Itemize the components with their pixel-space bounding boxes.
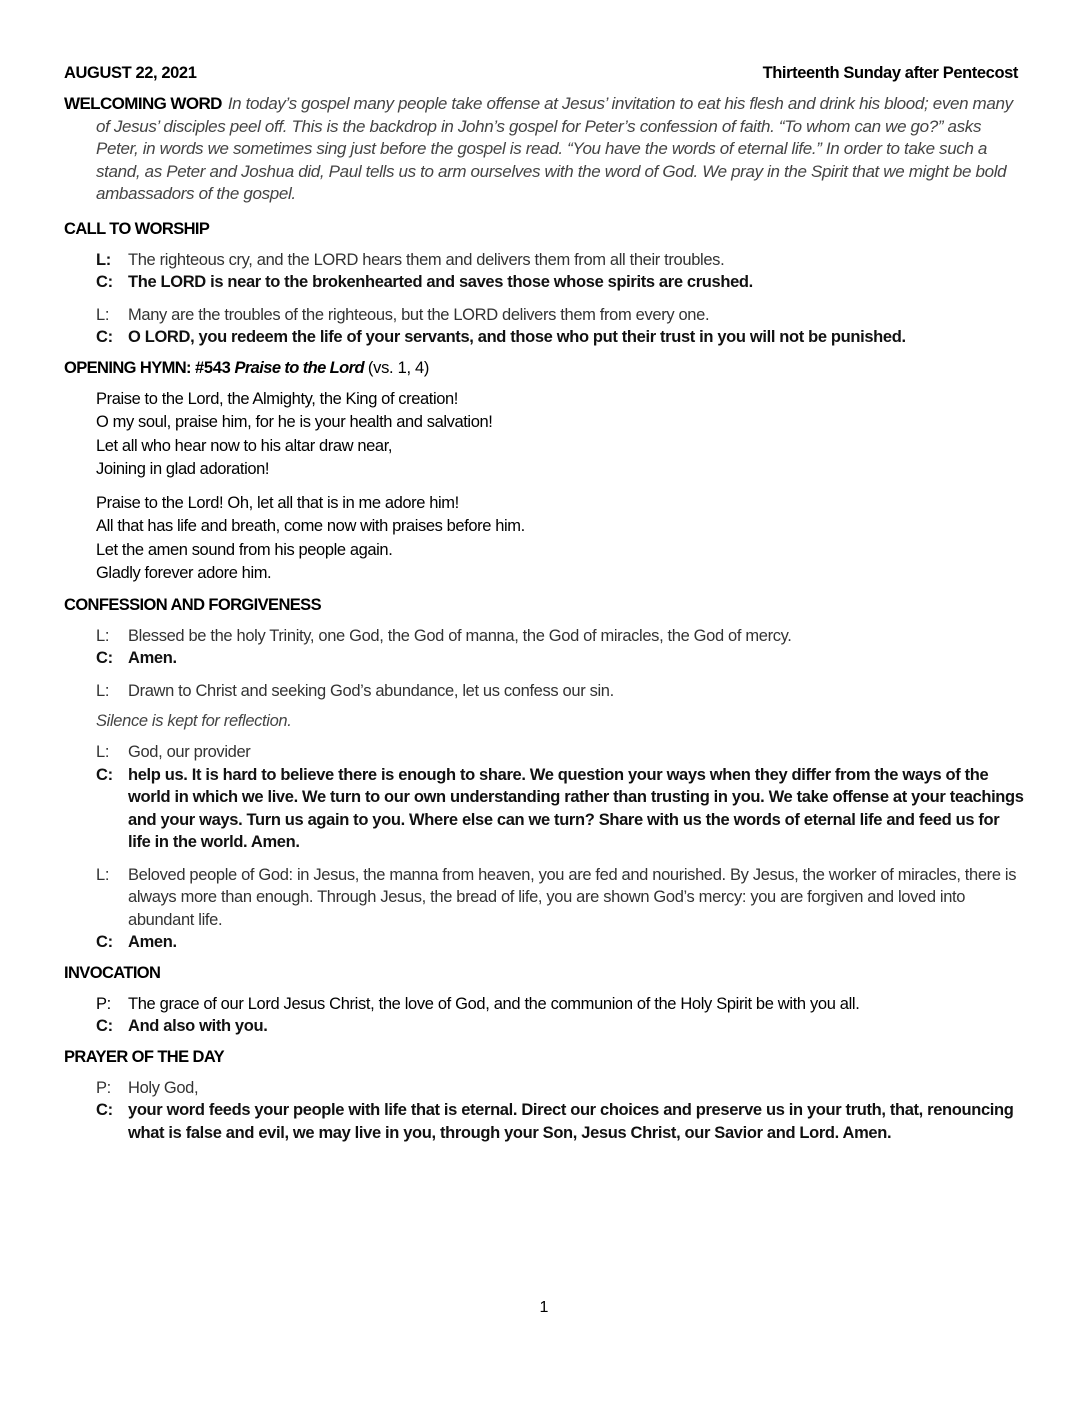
litany-line (64, 625, 1026, 648)
litany-line (64, 680, 1026, 703)
litany-line (64, 1099, 1026, 1144)
speaker-label: L: (96, 626, 110, 645)
speaker-label: L: (96, 865, 110, 884)
speaker-label: L: (96, 681, 110, 700)
line-text: Holy God, (128, 1078, 199, 1097)
line-text: Drawn to Christ and seeking God’s abundance, let us confess our sin. (128, 681, 614, 700)
line-text: your word feeds your people with life that is eternal. Direct our choices and preserve us in your truth, that, renouncing what is false and evil, we may live in you, through your Son, Jesus Christ, our Savior and Lord. Amen. (128, 1101, 1014, 1142)
speaker-label: C: (96, 933, 113, 951)
line-text: The LORD is near to the brokenhearted and saves those whose spirits are crushed. (128, 273, 753, 291)
line-text: And also with you. (128, 1017, 268, 1035)
hymn-line: Gladly forever adore him. (96, 564, 272, 582)
hymn-number: #543 (194, 358, 231, 377)
line-text: Beloved people of God: in Jesus, the manna from heaven, you are fed and nourished. By Jesus, the worker of miracles, there is always more than enough. Through Jesus, the bread of life, you are shown God’s mercy: you are forgiven and loved into abundant life. (128, 865, 1017, 929)
litany-line (64, 1077, 1026, 1100)
hymn-verse (64, 388, 1026, 482)
line-text: The righteous cry, and the LORD hears them and delivers them from all their troubles. (128, 250, 725, 269)
litany-line (64, 864, 1026, 932)
litany-line (64, 764, 1026, 854)
welcoming-word-text: In today’s gospel many people take offense at Jesus’ invitation to eat his flesh and drink his blood; even many of Jesus’ disciples peel off. This is the backdrop in John’s gospel for Peter’s confession of faith. “To whom can we go?” asks Peter, in words we sometimes sing just before the gospel is read. “You have the words of eternal life.” In order to take such a stand, as Peter and Joshua did, Paul tells us to arm ourselves with the word of God. We pray in the Spirit that we might be bold ambassadors of the gospel. (96, 94, 1013, 203)
liturgical-occasion: Thirteenth Sunday after Pentecost (762, 64, 1018, 82)
line-text: God, our provider (128, 743, 251, 761)
litany-line (64, 1015, 1026, 1038)
hymn-line: All that has life and breath, come now with praises before him. (96, 517, 525, 535)
litany-line (64, 931, 1026, 954)
hymn-line: Joining in glad adoration! (96, 460, 270, 478)
line-text: help us. It is hard to believe there is enough to share. We question your ways when they differ from the ways of the world in which we live. We turn to our own understanding rather than trusting in you. We take offense at your teachings and your ways. Turn us again to you. Where else can we turn? Share with us the words of eternal life and feed us for life in the world. Amen. (128, 765, 1024, 851)
line-text: Many are the troubles of the righteous, but the LORD delivers them from every one. (128, 305, 710, 324)
speaker-label: C: (96, 1017, 113, 1035)
litany-line (64, 249, 1026, 272)
welcoming-word-label: WELCOMING WORD (64, 94, 222, 113)
litany-line (64, 326, 1026, 349)
section-heading-prayer-of-the-day: PRAYER OF THE DAY (64, 1047, 225, 1066)
speaker-label: P: (96, 994, 111, 1013)
litany-line (64, 741, 1026, 764)
hymn-line: Praise to the Lord! Oh, let all that is in me adore him! (96, 493, 459, 512)
line-text: Amen. (128, 649, 177, 667)
hymn-verse (64, 492, 1026, 586)
line-text: Blessed be the holy Trinity, one God, the God of manna, the God of miracles, the God of mercy. (128, 626, 792, 645)
litany-line (64, 993, 1026, 1016)
service-date: AUGUST 22, 2021 (64, 64, 197, 82)
speaker-label: L: (96, 743, 110, 761)
page-number: 1 (539, 1299, 549, 1316)
speaker-label: C: (96, 649, 113, 667)
section-heading-call-to-worship: CALL TO WORSHIP (64, 219, 210, 238)
speaker-label: P: (96, 1078, 111, 1097)
speaker-label: L: (96, 305, 110, 324)
hymn-line: Let all who hear now to his altar draw near, (96, 436, 393, 455)
litany-line (64, 647, 1026, 670)
hymn-verses-note: (vs. 1, 4) (367, 358, 430, 377)
hymn-line: O my soul, praise him, for he is your health and salvation! (96, 413, 493, 431)
line-text: The grace of our Lord Jesus Christ, the love of God, and the communion of the Holy Spirit be with you all. (128, 994, 860, 1013)
hymn-line: Praise to the Lord, the Almighty, the King of creation! (96, 389, 458, 408)
litany-line (64, 271, 1026, 294)
litany-line (64, 304, 1026, 327)
line-text: O LORD, you redeem the life of your servants, and those who put their trust in you will not be punished. (128, 328, 906, 346)
section-heading-confession: CONFESSION AND FORGIVENESS (64, 595, 321, 614)
rubric-silence: Silence is kept for reflection. (96, 712, 292, 730)
speaker-label: C: (96, 1101, 113, 1119)
section-heading-invocation: INVOCATION (64, 963, 161, 982)
page-header (64, 64, 1026, 83)
speaker-label: C: (96, 328, 113, 346)
line-text: Amen. (128, 933, 177, 951)
section-heading-opening-hymn (64, 359, 1026, 378)
bulletin-page (64, 64, 1026, 1144)
welcoming-word (64, 93, 1026, 206)
speaker-label: L: (96, 250, 111, 269)
speaker-label: C: (96, 273, 113, 291)
hymn-label: OPENING HYMN: (64, 358, 191, 377)
hymn-title: Praise to the Lord (234, 358, 364, 377)
speaker-label: C: (96, 765, 113, 784)
hymn-line: Let the amen sound from his people again. (96, 540, 393, 559)
